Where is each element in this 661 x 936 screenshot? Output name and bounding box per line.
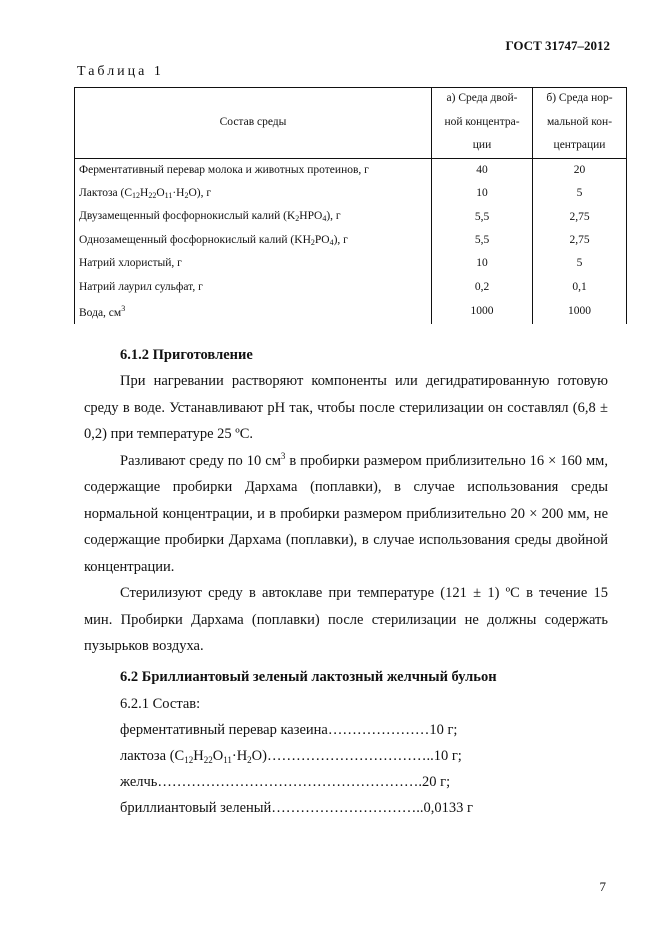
paragraph-sterilize: Стерилизуют среду в автоклаве при температуре (121 ± 1) ºС в течение 15 мин. Пробирки Дархама (поплавки) после стерилизации не должны содержать пузырьков воздуха. [84,585,608,654]
paragraph-dissolve: При нагревании растворяют компоненты или дегидратированную готовую среду в воде. Устанавливают pH так, чтобы после стерилизации он составлял (6,8 ± 0,2) при температуре 25 ºС. [84,373,608,442]
row-normal-value: 5 [533,182,627,205]
composition-table [74,87,627,324]
row-normal-value: 1000 [533,298,627,324]
col-header-double-line2: ной концентра- [444,115,520,128]
row-normal-value: 0,1 [533,275,627,298]
row-normal-value: 20 [533,158,627,182]
row-double-value: 40 [432,158,533,182]
row-name: Лактоза $(C_{12}H_{22}O_{11}\cdot H_2O)$, г [75,182,432,205]
table-header-row [75,87,627,158]
list-item: желчь……………………………………………….20 г; [120,774,451,790]
col-header-double-line1: а) Среда двой- [446,92,518,104]
row-name: Вода, $см^3$ [75,298,432,324]
table-row [75,205,627,228]
table-row [75,298,627,324]
section-heading-broth: 6.2 Бриллиантовый зеленый лактозный желчный бульон [120,669,497,685]
table-row [75,275,627,298]
col-header-normal-line1: б) Среда нор- [546,92,613,104]
row-double-value: 1000 [432,298,533,324]
table-row [75,252,627,275]
table-row [75,228,627,251]
row-double-value: 10 [432,182,533,205]
col-header-double-line3: ции [472,139,492,151]
row-normal-value: 2,75 [533,205,627,228]
list-item: ферментативный перевар казеина…………………10 г; [120,722,458,738]
page-number: 7 [599,879,606,894]
row-normal-value: 5 [533,252,627,275]
sub-heading-composition: 6.2.1 Состав: [120,696,201,712]
row-name: Двузамещенный фосфорнокислый калий $(K_2HPO_4)$, г [75,205,432,228]
col-header-normal-line3: центрации [553,139,606,151]
preparation-body [84,368,608,660]
col-header-normal-line2: мальной кон- [546,115,613,128]
paragraph-dispense: Разливают среду по 10 $см^3$ в пробирки размером приблизительно 16 × 160 мм, содержащие пробирки Дархама (поплавки), в случае использования среды нормальной концентрации, и в пробирки размером приблизительно 20 × 200 мм, не содержащие пробирки Дархама (поплавки), в случае использования среды двойной концентрации. [84,450,608,575]
section-heading-preparation: 6.1.2 Приготовление [120,347,253,363]
table-row [75,158,627,182]
col-header-normal [533,87,627,158]
row-normal-value: 2,75 [533,228,627,251]
row-name: Однозамещенный фосфорнокислый калий $(KH_2PO_4)$, г [75,228,432,251]
row-double-value: 5,5 [432,205,533,228]
list-item: бриллиантовый зеленый…………………………..0,0133 г [120,800,473,816]
col-header-composition: Состав среды [75,87,432,158]
row-double-value: 0,2 [432,275,533,298]
table-caption: Таблица 1 [77,64,164,79]
list-item: лактоза $(C_{12}H_{22}O_{11}\cdot H_2O)\dots\dots\dots\dots\dots\dots\dots\dots\dots\dots\dots..10$ г; [120,748,462,765]
col-header-double [432,87,533,158]
table-row [75,182,627,205]
row-name: Натрий лаурил сульфат, г [75,275,432,298]
row-name: Ферментативный перевар молока и животных протеинов, г [75,158,432,182]
row-double-value: 10 [432,252,533,275]
row-double-value: 5,5 [432,228,533,251]
row-name: Натрий хлористый, г [75,252,432,275]
document-id: ГОСТ 31747–2012 [505,38,610,53]
